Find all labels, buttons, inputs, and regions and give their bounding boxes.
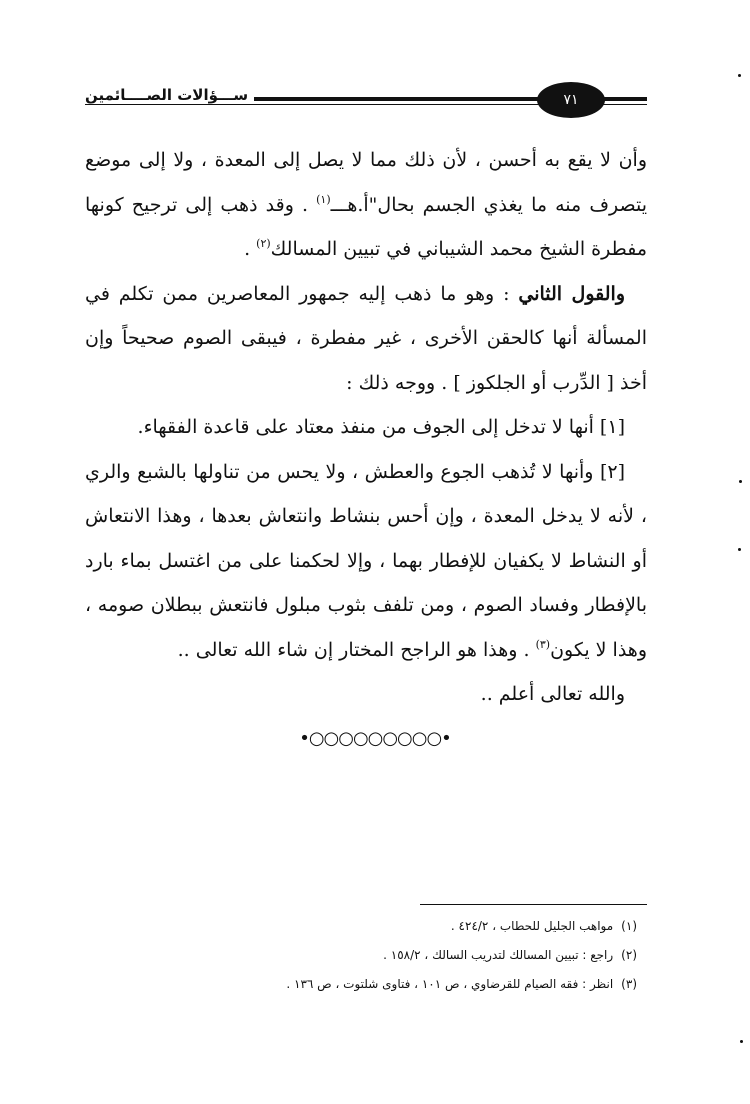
footnote-text: مواهب الجليل للحطاب ، ٤٢٤/٢ . bbox=[450, 919, 614, 933]
paragraph bbox=[85, 672, 647, 717]
footnote bbox=[85, 941, 647, 970]
footnote-separator bbox=[420, 904, 647, 905]
scan-speck bbox=[740, 1040, 743, 1043]
scan-speck bbox=[738, 74, 741, 77]
scan-speck bbox=[738, 548, 741, 551]
footnote-ref: (١) bbox=[316, 192, 331, 206]
section-lead: والقول الثاني bbox=[518, 282, 625, 305]
text-run: . وهذا هو الراجح المختار إن شاء الله تعالى .. bbox=[177, 638, 536, 661]
paragraph bbox=[85, 138, 647, 272]
footnotes bbox=[85, 912, 647, 999]
footnote-number: (٣) bbox=[621, 977, 637, 991]
footnote-number: (٢) bbox=[621, 948, 637, 962]
scan-speck bbox=[739, 480, 742, 483]
text-run: [٢] وأنها لا تُذهب الجوع والعطش ، ولا يحس من تناولها بالشبع والري ، لأنه لا يدخل المعدة ، وإن أحس بنشاط وانتعاش بعدها ، وهذا الانتعاش أو النشاط لا يكفيان للإفطار بهما ، وإلا لحكمنا على من اغتسل بماء بارد بالإفطار وفساد الصوم ، ومن تلفف بثوب مبلول فانتعش ببطلان صومه ، وهذا لا يكون bbox=[85, 460, 647, 661]
body-text bbox=[85, 138, 647, 717]
text-run: والله تعالى أعلم .. bbox=[480, 683, 625, 705]
paragraph bbox=[85, 405, 647, 450]
paragraph bbox=[85, 272, 647, 406]
footnote-text: انظر : فقه الصيام للقرضاوي ، ص ١٠١ ، فتاوى شلتوت ، ص ١٣٦ . bbox=[286, 977, 614, 991]
footnote-number: (١) bbox=[621, 919, 637, 933]
text-run: وأن لا يقع به أحسن ، لأن ذلك مما لا يصل إلى المعدة ، ولا إلى موضع يتصرف منه ما يغذي الجسم بحال"أ.هـــ bbox=[85, 149, 647, 216]
paragraph bbox=[85, 450, 647, 673]
running-header bbox=[85, 82, 647, 122]
text-run: . وقد ذهب إلى ترجيح كونها مفطرة الشيخ محمد الشيباني في تبيين المسالك bbox=[85, 193, 647, 260]
section-ornament: •○○○○○○○○○• bbox=[299, 728, 451, 749]
footnote-text: راجع : تبيين المسالك لتدريب السالك ، ١٥٨/٢ . bbox=[383, 948, 614, 962]
footnote bbox=[85, 970, 647, 999]
page-number: ٧١ bbox=[537, 82, 605, 118]
footnote-ref: (٣) bbox=[535, 637, 551, 651]
running-title: ســـؤالات الصــــائمين bbox=[85, 86, 254, 104]
text-run: [١] أنها لا تدخل إلى الجوف من منفذ معتاد على قاعدة الفقهاء. bbox=[137, 416, 625, 438]
text-run: : وهو ما ذهب إليه جمهور المعاصرين ممن تكلم في المسألة أنها كالحقن الأخرى ، غير مفطرة ، فيبقى الصوم صحيحاً وإن أخذ [ الدِّرب أو الجلكوز ] . ووجه ذلك : bbox=[85, 282, 647, 394]
text-run: . bbox=[244, 238, 257, 260]
footnote bbox=[85, 912, 647, 941]
footnote-ref: (٢) bbox=[256, 237, 271, 250]
